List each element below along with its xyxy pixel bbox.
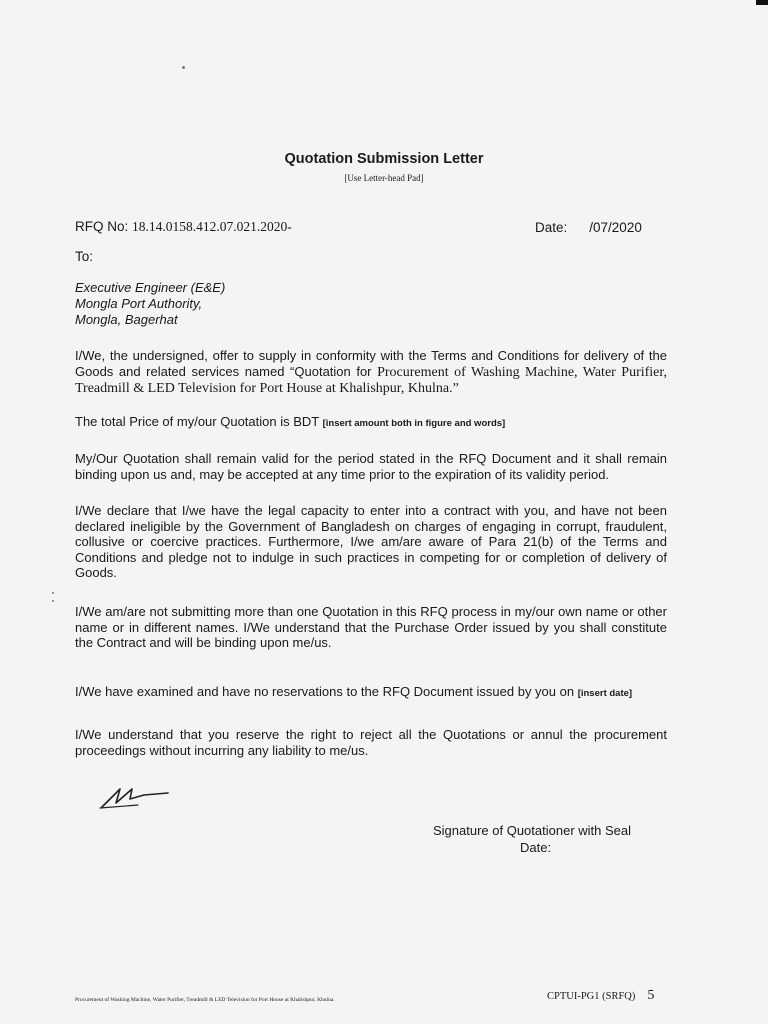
amount-placeholder: [insert amount both in figure and words] [322, 418, 506, 429]
signature-label: Signature of Quotationer with Seal [433, 823, 632, 838]
to-label: To: [75, 249, 94, 264]
scan-edge-mark [756, 0, 768, 5]
paragraph-single-quotation: I/We am/are not submitting more than one Quotation in this RFQ process in my/our own name or other name or in different names. I/We understand that the Purchase Order issued by you shall constitute the Contract and will be binding upon me/us. [75, 604, 667, 650]
date-placeholder: [insert date] [577, 688, 633, 699]
paragraph-validity: My/Our Quotation shall remain valid for the period stated in the RFQ Document and it shall remain binding upon us and, may be accepted at any time prior to the expiration of its validity period. [75, 451, 667, 482]
letter-subtitle: [Use Letter-head Pad] [344, 173, 424, 183]
address-line: Mongla, Bagerhat [75, 312, 178, 327]
address-line: Mongla Port Authority, [75, 296, 203, 311]
rfq-line [75, 219, 292, 235]
scan-speck [52, 592, 54, 594]
total-price-text: The total Price of my/our Quotation is BDT [75, 414, 323, 429]
date-value: /07/2020 [589, 220, 642, 235]
paragraph-total-price [75, 414, 667, 432]
scan-speck [182, 66, 185, 69]
paragraph-reserve-right: I/We understand that you reserve the right to reject all the Quotations or annul the procurement proceedings without incurring any liability to me/us. [75, 727, 667, 758]
procurement-name: Procurement of Washing Machine, Water Purifier, Treadmill & LED Television for Port House at Khalishpur, Khulna.” [75, 364, 667, 396]
date-label: Date: [535, 220, 568, 235]
footer-page-info [547, 988, 654, 1004]
date-line [535, 220, 642, 235]
rfq-number: 18.14.0158.412.07.021.2020- [132, 219, 292, 234]
recipient-address [75, 280, 225, 328]
offer-text: I/We, the undersigned, offer to supply in conformity with the Terms and Conditions for delivery of the Goods and related services named “Quotation for [75, 348, 667, 379]
examined-text: I/We have examined and have no reservations to the RFQ Document issued by you on [75, 684, 578, 699]
signature-date: Date: [520, 840, 552, 855]
footer-procurement-name: Procurement of Washing Machine, Water Purifier, Treadmill & LED Television for Port House at Khalishpur, Khulna. [75, 997, 335, 1003]
address-line: Executive Engineer (E&E) [75, 280, 226, 295]
paragraph-declaration: I/We declare that I/we have the legal capacity to enter into a contract with you, and have not been declared ineligible by the Government of Bangladesh on charges of engaging in corrupt, fraudulent, collusive or coercive practices. Furthermore, I/we am/are aware of Para 21(b) of the Terms and Conditions and pledge not to indulge in such practices in competing for or completion of delivery of Goods. [75, 503, 667, 580]
paragraph-examined [75, 684, 667, 702]
letter-title: Quotation Submission Letter [284, 151, 484, 167]
rfq-label: RFQ No: [75, 219, 129, 234]
paragraph-offer [75, 348, 667, 397]
scan-speck [52, 600, 54, 602]
page-number: 5 [647, 988, 655, 1003]
handwritten-signature [98, 775, 178, 811]
footer-form-code: CPTUI-PG1 (SRFQ) [547, 991, 636, 1002]
